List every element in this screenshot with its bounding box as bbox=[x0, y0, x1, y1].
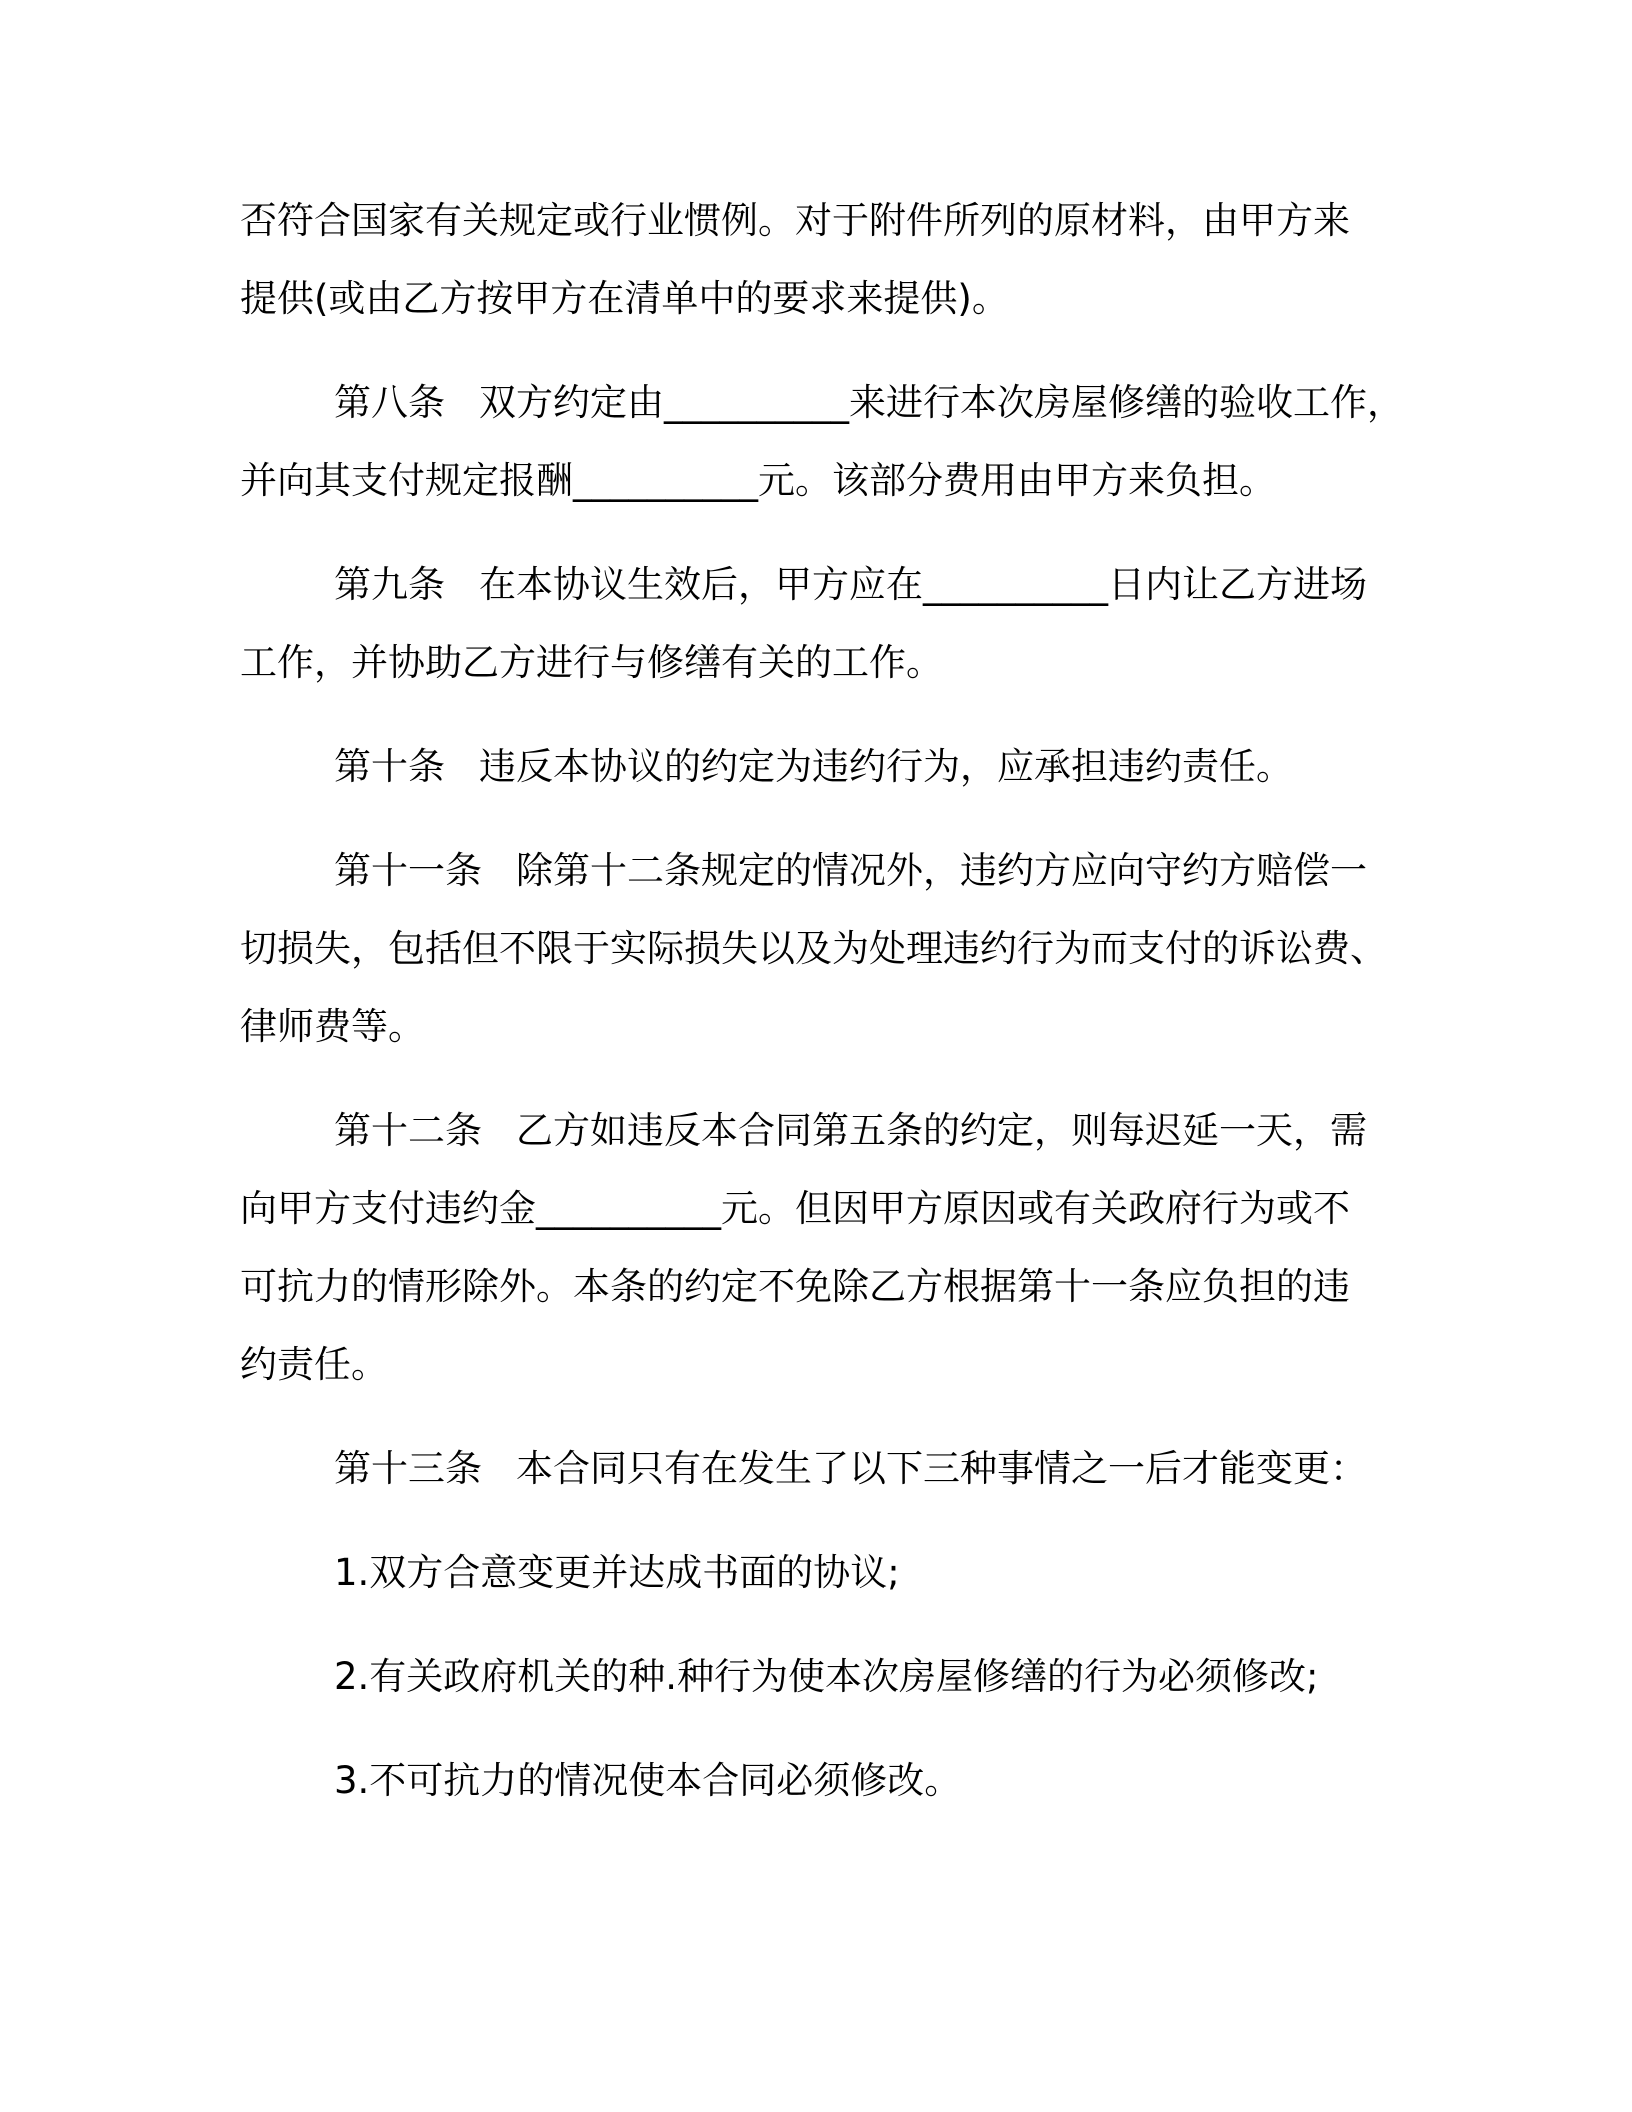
text-line bbox=[240, 546, 1410, 624]
article-12 bbox=[240, 1092, 1410, 1404]
paragraph-continuation bbox=[240, 182, 1410, 338]
article-title: 第九条 bbox=[334, 563, 445, 606]
article-title: 第十三条 bbox=[334, 1447, 482, 1490]
article-8 bbox=[240, 364, 1410, 520]
list-item bbox=[240, 1742, 1410, 1820]
text-line: 工作，并协助乙方进行与修缮有关的工作。 bbox=[240, 641, 943, 684]
article-title: 第十条 bbox=[334, 745, 445, 788]
article-text: 在本协议生效后，甲方应在__________日内让乙方进场 bbox=[479, 563, 1367, 606]
article-title: 第十二条 bbox=[334, 1109, 482, 1152]
text-line bbox=[240, 728, 1410, 806]
list-item bbox=[240, 1534, 1410, 1612]
text-line bbox=[240, 832, 1410, 910]
article-10 bbox=[240, 728, 1410, 806]
text-line: 可抗力的情形除外。本条的约定不免除乙方根据第十一条应负担的违 bbox=[240, 1265, 1350, 1308]
text-line: 否符合国家有关规定或行业惯例。对于附件所列的原材料，由甲方来 bbox=[240, 199, 1350, 242]
list-item-text: 2.有关政府机关的种.种行为使本次房屋修缮的行为必须修改; bbox=[334, 1655, 1319, 1698]
article-text: 双方约定由__________来进行本次房屋修缮的验收工作， bbox=[479, 381, 1404, 424]
text-line: 提供(或由乙方按甲方在清单中的要求来提供)。 bbox=[240, 277, 1009, 320]
text-line: 切损失，包括但不限于实际损失以及为处理违约行为而支付的诉讼费、 bbox=[240, 927, 1387, 970]
article-13 bbox=[240, 1430, 1410, 1508]
document-body bbox=[240, 182, 1410, 1846]
text-line: 律师费等。 bbox=[240, 1005, 425, 1048]
article-11 bbox=[240, 832, 1410, 1066]
list-item-text: 3.不可抗力的情况使本合同必须修改。 bbox=[334, 1759, 962, 1802]
text-line bbox=[240, 364, 1410, 442]
text-line: 并向其支付规定报酬__________元。该部分费用由甲方来负担。 bbox=[240, 459, 1276, 502]
article-text: 本合同只有在发生了以下三种事情之一后才能变更： bbox=[516, 1447, 1367, 1490]
article-text: 乙方如违反本合同第五条的约定，则每迟延一天，需 bbox=[516, 1109, 1367, 1152]
text-line bbox=[240, 1092, 1410, 1170]
text-line: 向甲方支付违约金__________元。但因甲方原因或有关政府行为或不 bbox=[240, 1187, 1350, 1230]
article-title: 第八条 bbox=[334, 381, 445, 424]
list-item bbox=[240, 1638, 1410, 1716]
article-9 bbox=[240, 546, 1410, 702]
article-text: 违反本协议的约定为违约行为，应承担违约责任。 bbox=[479, 745, 1293, 788]
text-line: 约责任。 bbox=[240, 1343, 388, 1386]
article-text: 除第十二条规定的情况外，违约方应向守约方赔偿一 bbox=[516, 849, 1367, 892]
article-title: 第十一条 bbox=[334, 849, 482, 892]
list-item-text: 1.双方合意变更并达成书面的协议; bbox=[334, 1551, 900, 1594]
text-line bbox=[240, 1430, 1410, 1508]
